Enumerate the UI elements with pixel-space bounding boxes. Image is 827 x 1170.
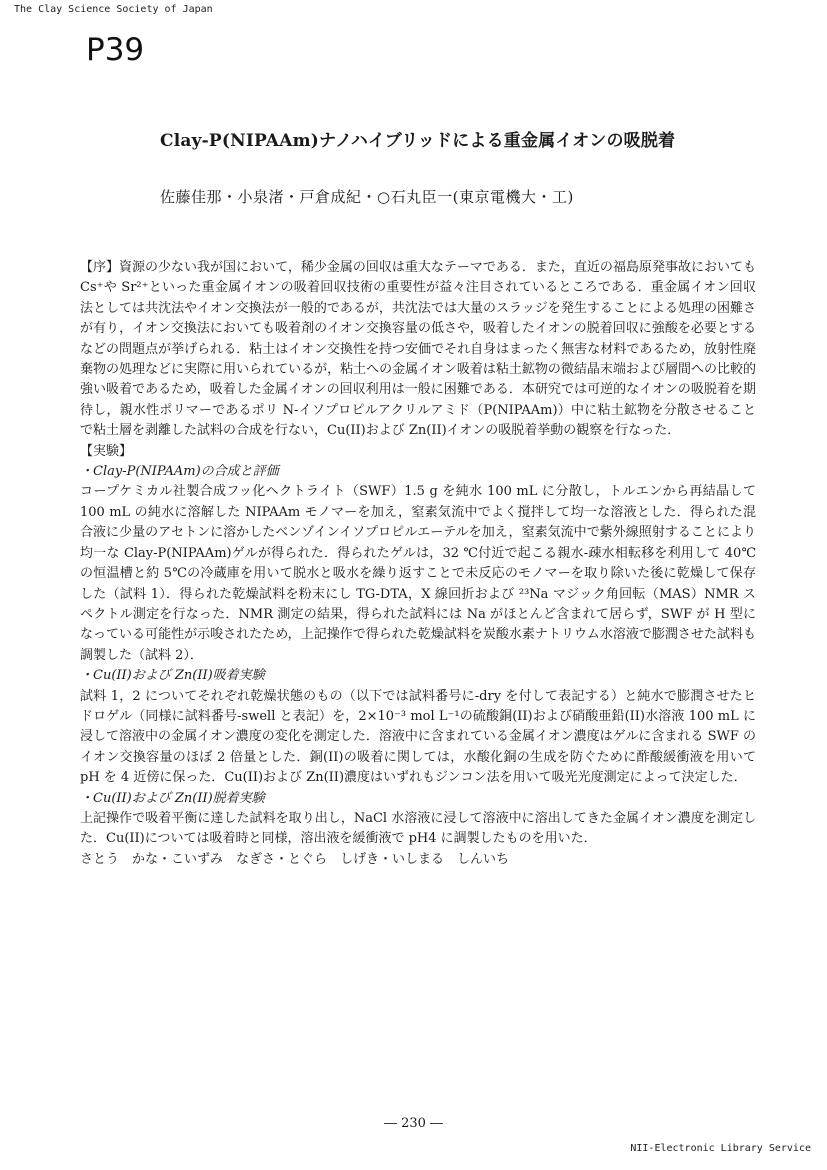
author-list: 佐藤佳那・小泉渚・戸倉成紀・○石丸臣一(東京電機大・工) [160, 188, 574, 206]
experiment-heading: 【実験】 [80, 443, 133, 459]
library-service-footer: NII-Electronic Library Service [630, 1143, 811, 1154]
introduction-paragraph: 【序】資源の少ない我が国において，稀少金属の回収は重大なテーマである．また，直近の福島原発事故においても Cs⁺や Sr²⁺といった重金属イオンの吸着回収技術の重要性が益々注目されているところである．重金属イオン回収法としては共沈法やイオン交換法が一般的であるが，共沈法では大量のスラッジを発生することによる処理の困難さが有り，イオン交換法においても吸着剤のイオン交換容量の低さや，吸着したイオンの脱着回収に強酸を必要とするなどの問題点が挙げられる．粘土はイオン交換性を持つ安価でそれ自身はまったく無害な材料であるため，放射性廃棄物の処理などに実際に用いられているが，粘土への金属イオン吸着は粘土鉱物の微結晶末端および層間への比較的強い吸着であるため，吸着した金属イオンの回収利用は一般に困難である．本研究では可逆的なイオンの吸脱着を期待し，親水性ポリマーであるポリ N-イソプロピルアクリルアミド（P(NIPAAm)）中に粘土鉱物を分散させることで粘土層を剥離した試料の合成を行ない，Cu(II)および Zn(II)イオンの吸脱着挙動の観察を行なった． [80, 260, 756, 439]
adsorption-subheading: ・Cu(II)および Zn(II)吸着実験 [80, 668, 265, 684]
adsorption-paragraph: 試料 1，2 についてそれぞれ乾燥状態のもの（以下では試料番号に-dry を付して表記する）と純水で膨潤させたヒドロゲル（同様に試料番号-swell と表記）を，2×10⁻³ mol L⁻¹の硫酸銅(II)および硝酸亜鉛(II)水溶液 100 mL に浸して溶液中の金属イオン濃度の変化を測定した．溶液中に含まれている金属イオン濃度はゲルに含まれる SWF のイオン交換容量のほぼ 2 倍量とした．銅(II)の吸着に関しては，水酸化銅の生成を防ぐために酢酸緩衝液を用いて pH を 4 近傍に保った．Cu(II)および Zn(II)濃度はいずれもジンコン法を用いて吸光光度測定によって決定した． [80, 688, 756, 786]
paper-title: Clay-P(NIPAAm)ナノハイブリッドによる重金属イオンの吸脱着 [160, 131, 676, 151]
synthesis-paragraph: コープケミカル社製合成フッ化ヘクトライト（SWF）1.5 g を純水 100 mL に分散し，トルエンから再結晶して 100 mL の純水に溶解した NIPAAm モノマーを加え，窒素気流中でよく撹拌して均一な溶液とした．得られた混合液に少量のアセトンに溶かしたベンゾインイソプロピルエーテルを加え，窒素気流中で紫外線照射することにより均一な Clay-P(NIPAAm)ゲルが得られた．得られたゲルは，32 ℃付近で起こる親水-疎水相転移を利用して 40℃の恒温槽と約 5℃の冷蔵庫を用いて脱水と吸水を繰り返すことで未反応のモノマーを取り除いた後に乾燥して保存した（試料 1）．得られた乾燥試料を粉末にし TG-DTA，X 線回折および ²³Na マジック角回転（MAS）NMR スペクトル測定を行なった．NMR 測定の結果，得られた試料には Na がほとんど含まれて居らず，SWF が H 型になっている可能性が示唆されたため，上記操作で得られた乾燥試料を炭酸水素ナトリウム水溶液で膨潤させた試料も調製した（試料 2）． [80, 484, 756, 663]
synthesis-subheading: ・Clay-P(NIPAAm)の合成と評価 [80, 464, 279, 480]
society-header: The Clay Science Society of Japan [14, 4, 213, 15]
poster-id: P39 [86, 32, 145, 68]
desorption-paragraph: 上記操作で吸着平衡に達した試料を取り出し，NaCl 水溶液に浸して溶液中に溶出してきた金属イオン濃度を測定した．Cu(II)については吸着時と同様，溶出液を緩衝液で pH4 に調製したものを用いた． [80, 810, 756, 847]
desorption-subheading: ・Cu(II)および Zn(II)脱着実験 [80, 790, 265, 806]
page-number: ― 230 ― [383, 1116, 444, 1131]
paper-body [80, 258, 756, 870]
author-reading: さとう かな・こいずみ なぎさ・とぐら しげき・いしまる しんいち [80, 851, 510, 867]
